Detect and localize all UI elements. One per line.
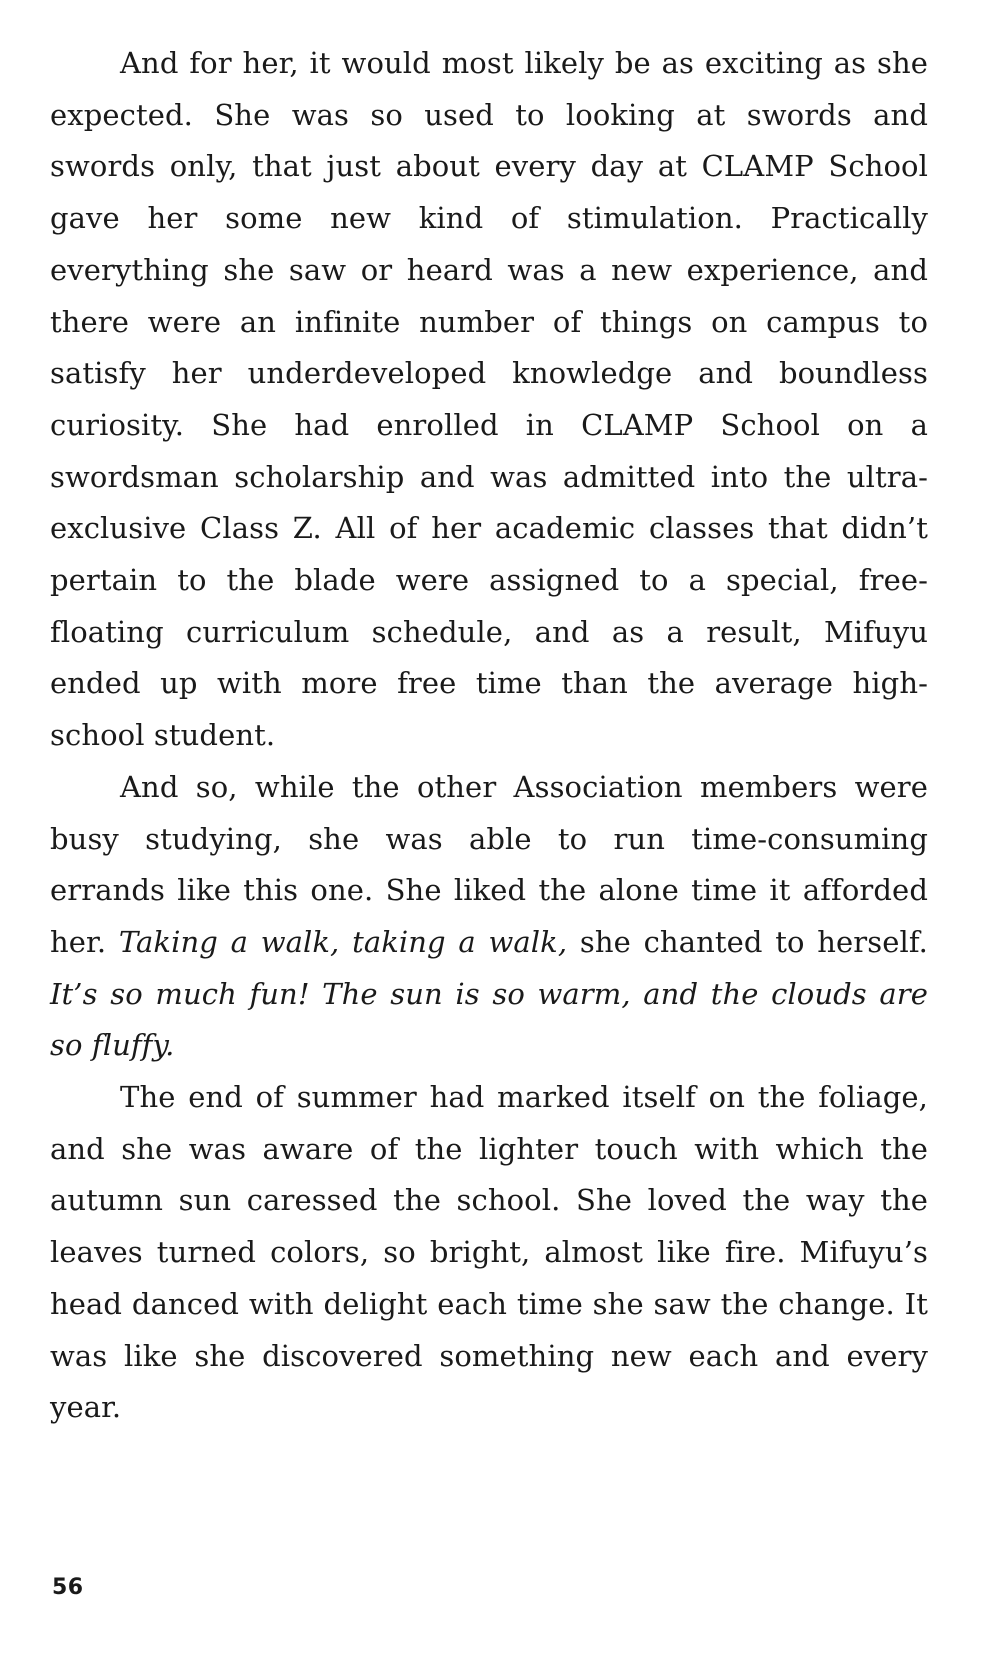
- page-number: 56: [52, 1575, 84, 1600]
- paragraph-2: [50, 762, 928, 1072]
- body-text: [50, 38, 928, 1434]
- paragraph-1: [50, 38, 928, 762]
- paragraph-2-text-middle: she chanted to herself.: [567, 924, 928, 959]
- paragraph-1-text: And for her, it would most likely be as exciting as she expected. She was so used to looking at swords and swords only, that just about every day at CLAMP School gave her some new kind of stimulation. Practically everything she saw or heard was a new experience, and there were an infinite number of things on campus to satisfy her underdeveloped knowledge and boundless curiosity. She had enrolled in CLAMP School on a swordsman scholarship and was admitted into the ultra-exclusive Class Z. All of her academic classes that didn’t pertain to the blade were assigned to a special, free-floating curriculum schedule, and as a result, Mifuyu ended up with more free time than the average high-school student.: [50, 46, 928, 753]
- paragraph-2-italic-thought: It’s so much fun! The sun is so warm, and the clouds are so fluffy.: [50, 976, 928, 1063]
- paragraph-3-text: The end of summer had marked itself on the foliage, and she was aware of the lighter touch with which the autumn sun caressed the school. She loved the way the leaves turned colors, so bright, almost like fire. Mifuyu’s head danced with delight each time she saw the change. It was like she discovered something new each and every year.: [50, 1080, 928, 1425]
- paragraph-3: [50, 1072, 928, 1434]
- paragraph-2-italic-walk: Taking a walk, taking a walk,: [118, 924, 568, 959]
- paragraph-2-text-before: And so, while the other Association members were busy studying, she was able to run time-consuming errands like this one. She liked the alone time it afforded her.: [50, 769, 928, 959]
